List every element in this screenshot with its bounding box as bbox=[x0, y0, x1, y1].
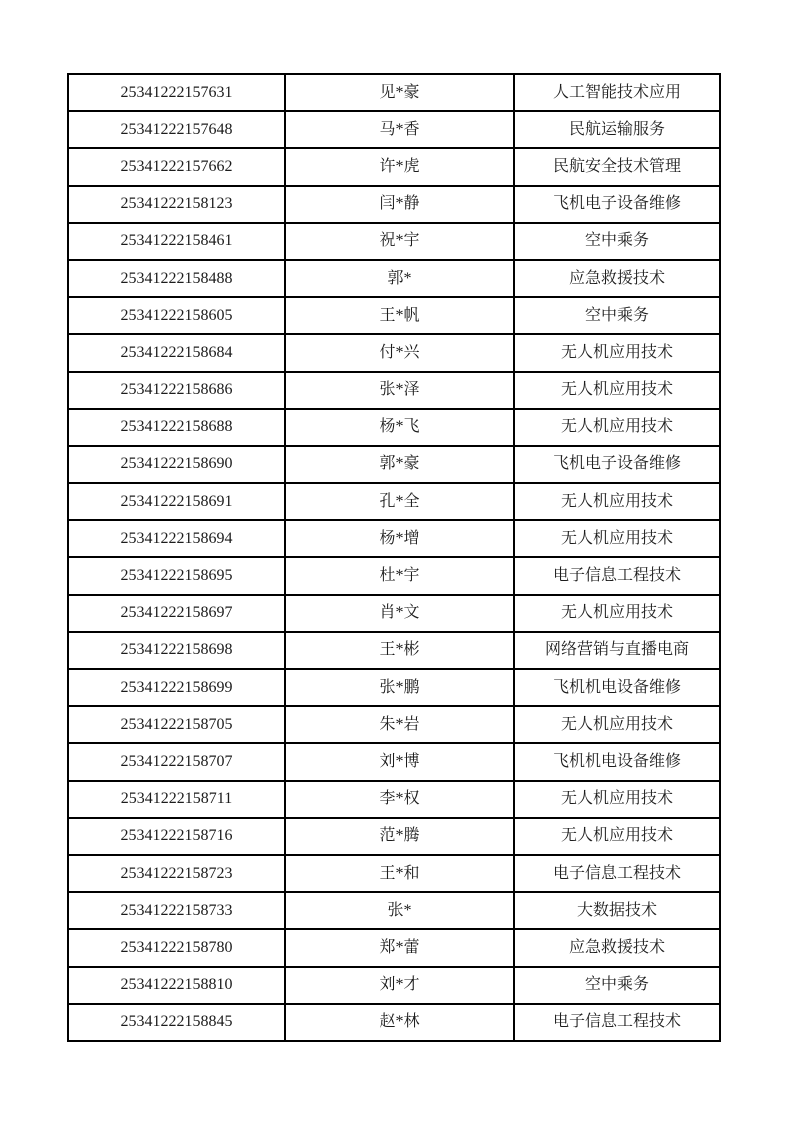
major-cell: 空中乘务 bbox=[514, 967, 720, 1004]
candidate-id-cell: 25341222158690 bbox=[68, 446, 285, 483]
candidate-name-cell: 范*腾 bbox=[285, 818, 514, 855]
table-row bbox=[68, 929, 720, 966]
candidate-name-cell: 刘*博 bbox=[285, 743, 514, 780]
major-cell: 民航安全技术管理 bbox=[514, 148, 720, 185]
major-cell: 飞机机电设备维修 bbox=[514, 669, 720, 706]
candidate-name-cell: 杨*增 bbox=[285, 520, 514, 557]
candidate-name-cell: 许*虎 bbox=[285, 148, 514, 185]
candidate-id-cell: 25341222157662 bbox=[68, 148, 285, 185]
candidate-id-cell: 25341222158684 bbox=[68, 334, 285, 371]
table-row bbox=[68, 892, 720, 929]
major-cell: 无人机应用技术 bbox=[514, 483, 720, 520]
major-cell: 电子信息工程技术 bbox=[514, 1004, 720, 1041]
roster-table-body bbox=[68, 74, 720, 1041]
candidate-id-cell: 25341222158707 bbox=[68, 743, 285, 780]
candidate-name-cell: 孔*全 bbox=[285, 483, 514, 520]
table-row bbox=[68, 483, 720, 520]
candidate-name-cell: 李*权 bbox=[285, 781, 514, 818]
candidate-id-cell: 25341222158699 bbox=[68, 669, 285, 706]
candidate-id-cell: 25341222157648 bbox=[68, 111, 285, 148]
candidate-id-cell: 25341222158691 bbox=[68, 483, 285, 520]
candidate-name-cell: 杨*飞 bbox=[285, 409, 514, 446]
table-row bbox=[68, 818, 720, 855]
major-cell: 电子信息工程技术 bbox=[514, 855, 720, 892]
candidate-id-cell: 25341222158723 bbox=[68, 855, 285, 892]
candidate-id-cell: 25341222158705 bbox=[68, 706, 285, 743]
major-cell: 无人机应用技术 bbox=[514, 372, 720, 409]
major-cell: 大数据技术 bbox=[514, 892, 720, 929]
candidate-roster-table bbox=[67, 73, 721, 1042]
major-cell: 民航运输服务 bbox=[514, 111, 720, 148]
table-row bbox=[68, 446, 720, 483]
major-cell: 无人机应用技术 bbox=[514, 334, 720, 371]
candidate-id-cell: 25341222158123 bbox=[68, 186, 285, 223]
table-row bbox=[68, 669, 720, 706]
table-row bbox=[68, 74, 720, 111]
table-row bbox=[68, 781, 720, 818]
major-cell: 无人机应用技术 bbox=[514, 595, 720, 632]
major-cell: 无人机应用技术 bbox=[514, 818, 720, 855]
candidate-id-cell: 25341222158733 bbox=[68, 892, 285, 929]
table-row bbox=[68, 260, 720, 297]
candidate-name-cell: 王*帆 bbox=[285, 297, 514, 334]
major-cell: 无人机应用技术 bbox=[514, 781, 720, 818]
table-row bbox=[68, 409, 720, 446]
candidate-name-cell: 张*鹏 bbox=[285, 669, 514, 706]
candidate-id-cell: 25341222158716 bbox=[68, 818, 285, 855]
major-cell: 空中乘务 bbox=[514, 297, 720, 334]
major-cell: 无人机应用技术 bbox=[514, 706, 720, 743]
major-cell: 飞机电子设备维修 bbox=[514, 446, 720, 483]
major-cell: 人工智能技术应用 bbox=[514, 74, 720, 111]
candidate-name-cell: 郭*豪 bbox=[285, 446, 514, 483]
major-cell: 网络营销与直播电商 bbox=[514, 632, 720, 669]
candidate-name-cell: 祝*宇 bbox=[285, 223, 514, 260]
candidate-name-cell: 见*豪 bbox=[285, 74, 514, 111]
candidate-id-cell: 25341222158780 bbox=[68, 929, 285, 966]
table-row bbox=[68, 520, 720, 557]
candidate-id-cell: 25341222158488 bbox=[68, 260, 285, 297]
candidate-name-cell: 郑*蕾 bbox=[285, 929, 514, 966]
table-row bbox=[68, 706, 720, 743]
candidate-id-cell: 25341222158686 bbox=[68, 372, 285, 409]
table-row bbox=[68, 111, 720, 148]
table-row bbox=[68, 372, 720, 409]
candidate-id-cell: 25341222157631 bbox=[68, 74, 285, 111]
table-row bbox=[68, 743, 720, 780]
table-row bbox=[68, 223, 720, 260]
candidate-name-cell: 朱*岩 bbox=[285, 706, 514, 743]
table-row bbox=[68, 967, 720, 1004]
table-row bbox=[68, 1004, 720, 1041]
major-cell: 无人机应用技术 bbox=[514, 520, 720, 557]
candidate-id-cell: 25341222158461 bbox=[68, 223, 285, 260]
candidate-id-cell: 25341222158845 bbox=[68, 1004, 285, 1041]
candidate-id-cell: 25341222158605 bbox=[68, 297, 285, 334]
table-row bbox=[68, 334, 720, 371]
table-row bbox=[68, 595, 720, 632]
table-row bbox=[68, 186, 720, 223]
major-cell: 应急救援技术 bbox=[514, 260, 720, 297]
major-cell: 无人机应用技术 bbox=[514, 409, 720, 446]
major-cell: 应急救援技术 bbox=[514, 929, 720, 966]
candidate-id-cell: 25341222158698 bbox=[68, 632, 285, 669]
candidate-name-cell: 郭* bbox=[285, 260, 514, 297]
candidate-name-cell: 赵*林 bbox=[285, 1004, 514, 1041]
table-row bbox=[68, 632, 720, 669]
major-cell: 飞机机电设备维修 bbox=[514, 743, 720, 780]
major-cell: 电子信息工程技术 bbox=[514, 557, 720, 594]
major-cell: 空中乘务 bbox=[514, 223, 720, 260]
table-row bbox=[68, 148, 720, 185]
candidate-id-cell: 25341222158711 bbox=[68, 781, 285, 818]
candidate-name-cell: 马*香 bbox=[285, 111, 514, 148]
candidate-name-cell: 杜*宇 bbox=[285, 557, 514, 594]
candidate-name-cell: 肖*文 bbox=[285, 595, 514, 632]
candidate-id-cell: 25341222158695 bbox=[68, 557, 285, 594]
candidate-id-cell: 25341222158810 bbox=[68, 967, 285, 1004]
candidate-name-cell: 张*泽 bbox=[285, 372, 514, 409]
candidate-id-cell: 25341222158688 bbox=[68, 409, 285, 446]
candidate-name-cell: 王*和 bbox=[285, 855, 514, 892]
candidate-name-cell: 闫*静 bbox=[285, 186, 514, 223]
candidate-name-cell: 付*兴 bbox=[285, 334, 514, 371]
candidate-id-cell: 25341222158697 bbox=[68, 595, 285, 632]
candidate-name-cell: 张* bbox=[285, 892, 514, 929]
major-cell: 飞机电子设备维修 bbox=[514, 186, 720, 223]
candidate-name-cell: 刘*才 bbox=[285, 967, 514, 1004]
table-row bbox=[68, 855, 720, 892]
table-row bbox=[68, 557, 720, 594]
candidate-name-cell: 王*彬 bbox=[285, 632, 514, 669]
candidate-id-cell: 25341222158694 bbox=[68, 520, 285, 557]
table-row bbox=[68, 297, 720, 334]
